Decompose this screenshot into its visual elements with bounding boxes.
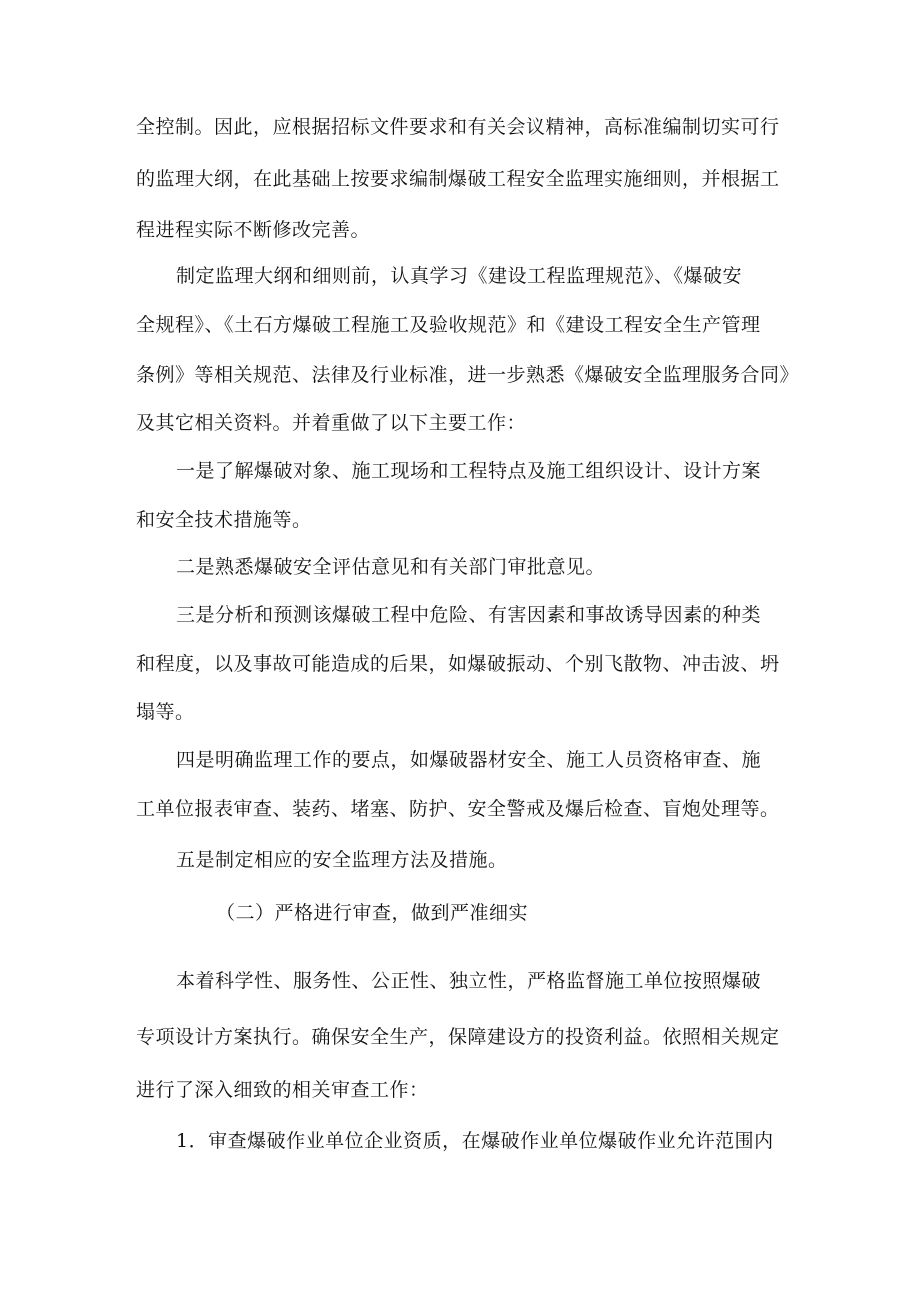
text-line: 专项设计方案执行。确保安全生产，保障建设方的投资利益。依照相关规定 xyxy=(136,1026,780,1048)
text-line: 五是制定相应的安全监理方法及措施。 xyxy=(176,849,508,871)
text-line: 四是明确监理工作的要点，如爆破器材安全、施工人员资格审查、施 xyxy=(176,749,762,771)
text-line: 条例》等相关规范、法律及行业标准，进一步熟悉《爆破安全监理服务合同》 xyxy=(136,364,800,386)
text-line: 全控制。因此，应根据招标文件要求和有关会议精神，高标准编制切实可行 xyxy=(136,116,780,138)
section-heading: （二）严格进行审查，做到严准细实 xyxy=(216,902,529,924)
text-line: 和程度，以及事故可能造成的后果，如爆破振动、个别飞散物、冲击波、坍 xyxy=(136,653,780,675)
text-line: 的监理大纲，在此基础上按要求编制爆破工程安全监理实施细则，并根据工 xyxy=(136,168,780,190)
text-line: 全规程》、《土石方爆破工程施工及验收规范》和《建设工程安全生产管理 xyxy=(136,314,761,336)
text-line: 本着科学性、服务性、公正性、独立性，严格监督施工单位按照爆破 xyxy=(176,970,762,992)
text-line: 二是熟悉爆破安全评估意见和有关部门审批意见。 xyxy=(176,556,606,578)
list-item: 1．审查爆破作业单位企业资质，在爆破作业单位爆破作业允许范围内 xyxy=(176,1130,774,1152)
text-line: 程进程实际不断修改完善。 xyxy=(136,219,371,241)
text-line: 制定监理大纲和细则前，认真学习《建设工程监理规范》、《爆破安 xyxy=(176,265,743,287)
text-line: 进行了深入细致的相关审查工作： xyxy=(136,1079,429,1101)
text-line: 及其它相关资料。并着重做了以下主要工作： xyxy=(136,412,527,434)
text-line: 和安全技术措施等。 xyxy=(136,509,312,531)
text-line: 工单位报表审查、装药、堵塞、防护、安全警戒及爆后检查、盲炮处理等。 xyxy=(136,798,780,820)
text-line: 三是分析和预测该爆破工程中危险、有害因素和事故诱导因素的种类 xyxy=(176,604,762,626)
text-line: 塌等。 xyxy=(136,701,195,723)
text-line: 一是了解爆破对象、施工现场和工程特点及施工组织设计、设计方案 xyxy=(176,460,762,482)
